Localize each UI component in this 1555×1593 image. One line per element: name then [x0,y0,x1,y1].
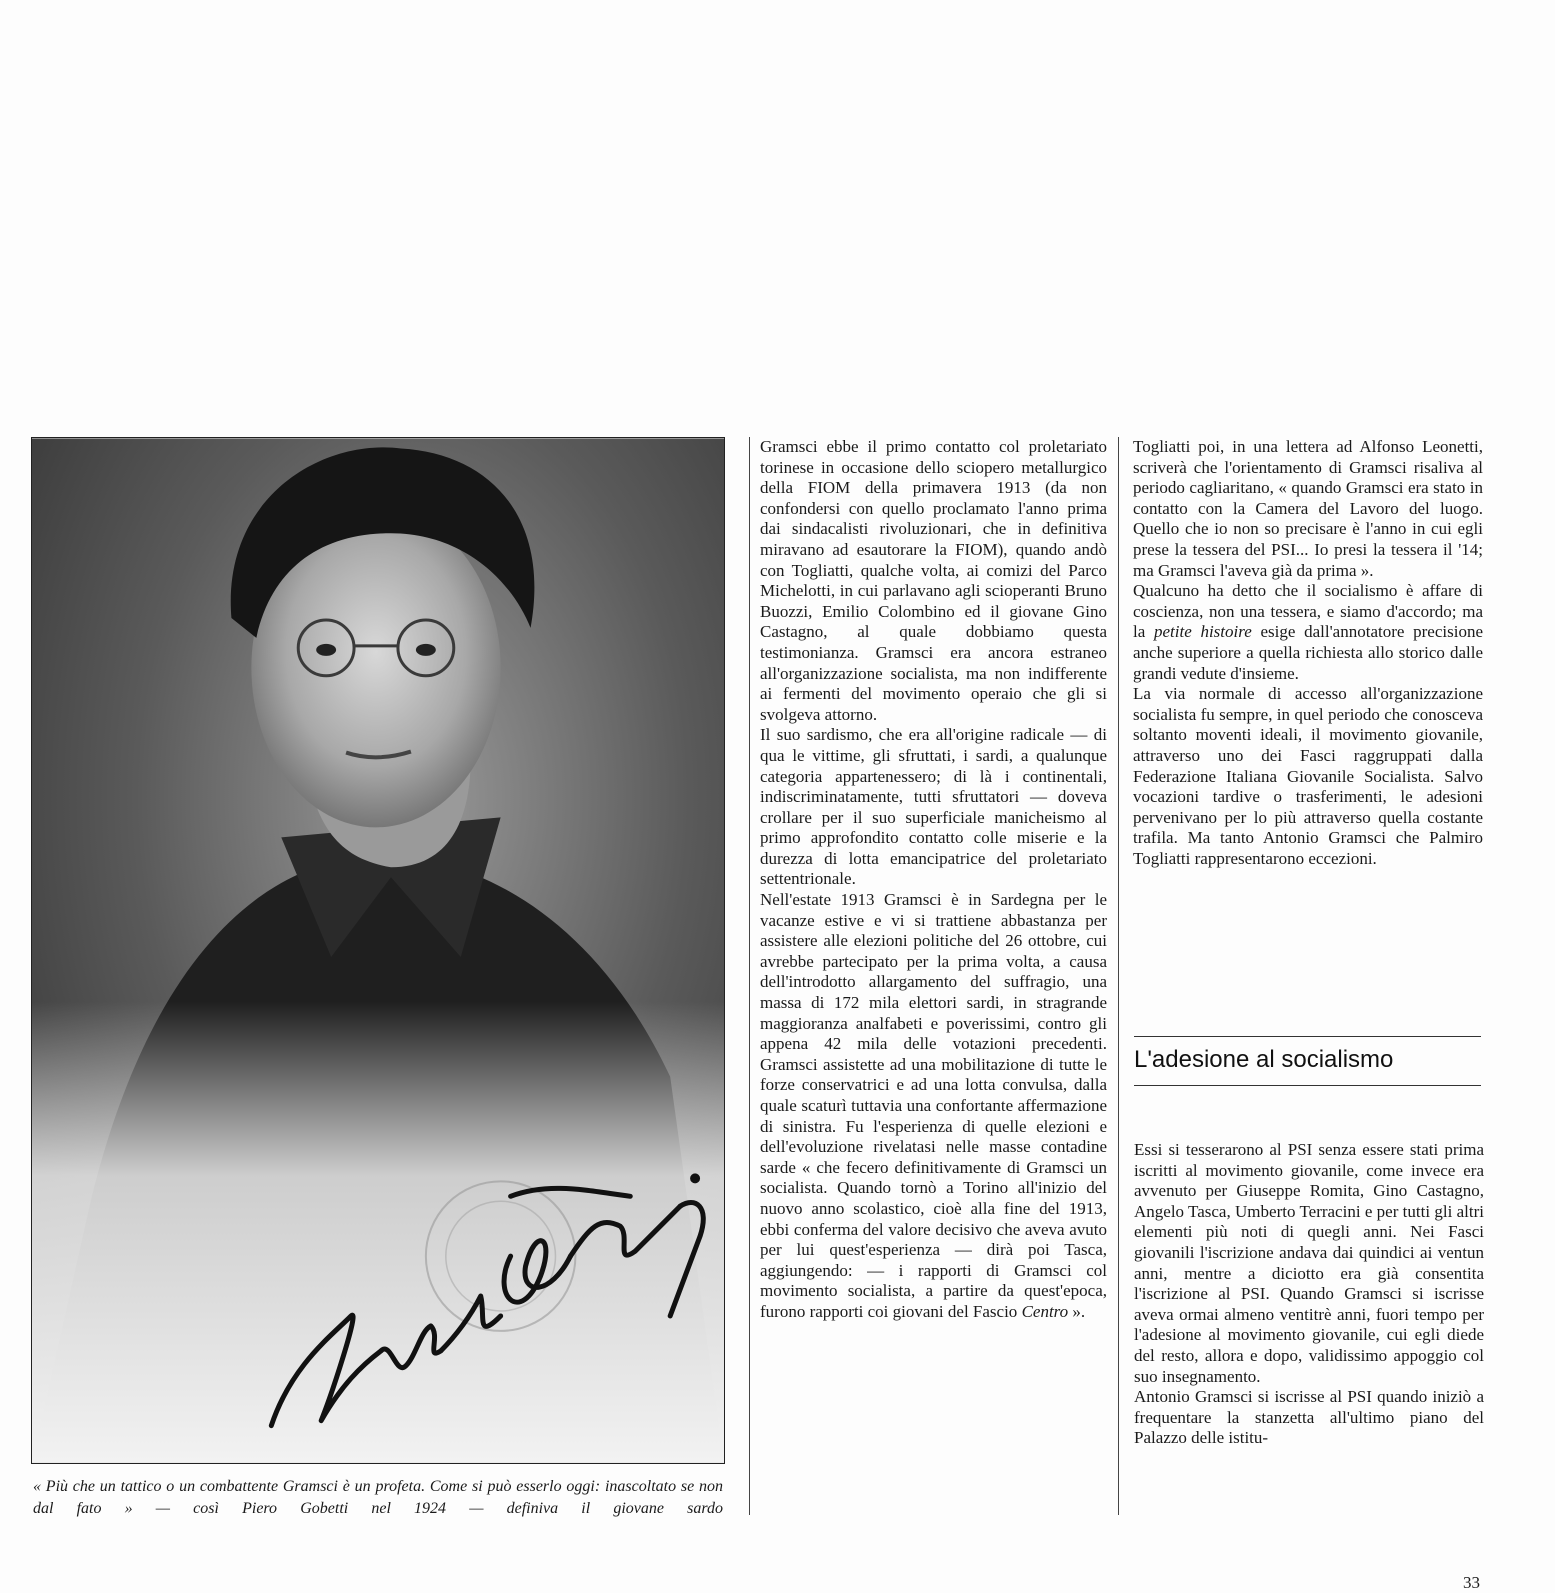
paragraph: Gramsci ebbe il primo contatto col proletariato torinese in occasione dello sciopero metallurgico della FIOM della primavera 1913 (da non confondersi con quello proclamato l'anno prima dai sindacalisti rivoluzionari, che in definitiva miravano ad esautorare la FIOM), quando andò con Togliatti, qualche volta, ai comizi del Parco Michelotti, in cui parlavano agli scioperanti Bruno Buozzi, Emilio Colombino ed il giovane Gino Castagno, al quale dobbiamo questa testimonianza. Gramsci era ancora estraneo all'organizzazione socialista, ma non indifferente ai fermenti del movimento operaio che gli si svolgeva attorno. [760,437,1107,724]
text-column-2-lower [1134,1140,1484,1449]
portrait-image [32,438,724,1463]
section-heading-block [1134,1036,1481,1086]
paragraph-text: esige dall'annotatore precisione anche superiore a quella richiesta allo storico dalle grandi vedute d'insieme. [1133,622,1483,683]
paragraph: Togliatti poi, in una lettera ad Alfonso Leonetti, scriverà che l'orientamento di Gramsci risaliva al periodo cagliaritano, « quando Gramsci era stato in contatto con la Camera del Lavoro del luogo. Quello che io non so precisare è l'anno in cui egli prese la tessera del PSI... Io presi la tessera il '14; ma Gramsci l'aveva già da prima ». [1133,437,1483,580]
paragraph: Antonio Gramsci si iscrisse al PSI quando iniziò a frequentare la stanzetta all'ultimo piano del Palazzo delle istitu- [1134,1387,1484,1448]
paragraph: Essi si tesserarono al PSI senza essere stati prima iscritti al movimento giovanile, come invece era avvenuto per Giuseppe Romita, Gino Castagno, Angelo Tasca, Umberto Terracini e per tutti gli altri elementi più noti di quegli anni. Nei Fasci giovanili l'iscrizione andava dai quindici ai ventun anni, mentre a diciotto era già consentita l'iscrizione al PSI. Quando Gramsci si iscrisse aveva ormai almeno ventitrè anni, fuori tempo per l'adesione al movimento giovanile, cui egli diede del resto, allora e dopo, validissimo appoggio col suo insegnamento. [1134,1140,1484,1386]
page-number: 33 [1463,1573,1480,1592]
paragraph-end: ». [1068,1301,1086,1321]
italic-text: petite histoire [1153,622,1252,642]
italic-text: Centro [1021,1301,1069,1321]
column-rule [1118,437,1119,1515]
paragraph-text: Qualcuno ha detto che il socialismo è affare di coscienza, non una tessera, e siamo d'accordo; ma la [1133,581,1483,642]
paragraph-text: Nell'estate 1913 Gramsci è in Sardegna per le vacanze estive e vi si trattiene abbastanza per assistere alle elezioni politiche del 26 ottobre, cui avrebbe partecipato per la prima volta, a causa dell'introdotto allargamento del suffragio, una massa di 172 mila elettori sardi, in stragrande maggioranza analfabeti e poverissimi, contro gli appena 42 mila delle votazioni precedenti. Gramsci assistette ad una mobilitazione di tutte le forze conservatrici e ad una lotta convulsa, dalla quale scaturì tuttavia una confortante affermazione di sinistra. Fu l'esperienza di quelle elezioni e dell'evoluzione rivelatasi nelle masse contadine sarde « che fecero definitivamente di Gramsci un socialista. Quando tornò a Torino all'inizio del nuovo anno scolastico, cioè alla fine del 1913, ebbi conferma del valore decisivo che aveva avuto per lui quest'esperienza — dirà poi Tasca, aggiungendo: — i rapporti di Gramsci col movimento socialista, a partire da quest'epoca, furono rapporti coi giovani del Fascio [760,890,1107,1321]
text-column-1 [760,437,1107,1510]
text-column-2 [1133,437,1483,869]
section-heading: L'adesione al socialismo [1134,1046,1394,1073]
paragraph: Il suo sardismo, che era all'origine radicale — di qua le vittime, gli sfruttati, i sardi, a qualunque categoria appartenessero; di là i continentali, indiscriminatamente, tutti sfruttatori — doveva crollare per il suo superficiale manicheismo al primo approfondito contatto colle miserie e la durezza di lotta emancipatrice del proletariato settentrionale. [760,725,1107,889]
column-rule [749,437,750,1515]
portrait-photo [31,437,725,1464]
paragraph [1133,581,1483,684]
paragraph [760,890,1107,1322]
paragraph: La via normale di accesso all'organizzazione socialista fu sempre, in quel periodo che conosceva soltanto moventi ideali, il movimento giovanile, attraverso uno dei Fasci raggruppati dalla Federazione Italiana Giovanile Socialista. Salvo vocazioni tardive o trasferimenti, le adesioni pervenivano per lo più attraverso quella costante trafila. Ma tanto Antonio Gramsci che Palmiro Togliatti rappresentarono eccezioni. [1133,684,1483,868]
photo-caption: « Più che un tattico o un combattente Gramsci è un profeta. Come si può esserlo oggi: inascoltato se non dal fato » — così Piero Gobetti nel 1924 — definiva il giovane sardo [33,1478,723,1517]
